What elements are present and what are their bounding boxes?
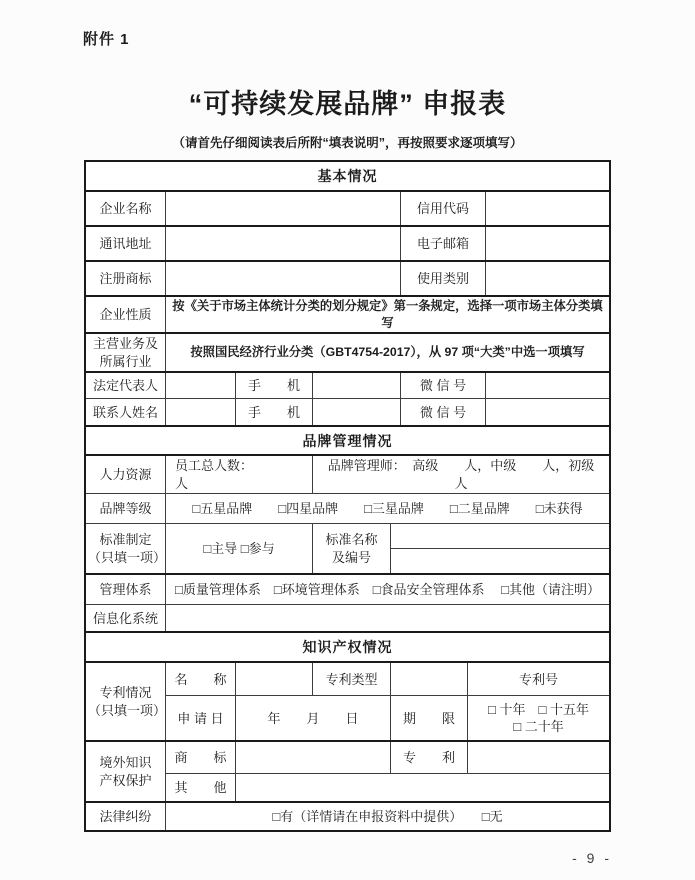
section-header-brand — [86, 425, 609, 454]
category-label: 使用类别 — [401, 262, 486, 295]
overseas-subrow-trademark — [166, 742, 609, 773]
patent-term-line2: □ 二十年 — [513, 719, 564, 735]
form-title: “可持续发展品牌” 申报表 — [188, 89, 507, 119]
it-system-label: 信息化系统 — [86, 605, 166, 631]
email-label: 电子邮箱 — [401, 227, 486, 260]
attachment-label: 附件 1 — [83, 31, 130, 48]
table-row-system — [86, 573, 609, 604]
patent-number-label: 专利号 — [518, 671, 558, 687]
standard-name-fields — [391, 524, 609, 573]
patent-subtable — [166, 663, 609, 740]
application-form-table — [84, 160, 621, 832]
table-row-trademark — [86, 260, 609, 295]
page-number: - 9 - — [572, 850, 612, 867]
hr-total-cell: 员工总人数： 人 — [166, 456, 313, 493]
table-row-address — [86, 225, 609, 260]
table-row-it-system — [86, 604, 609, 631]
table-row-overseas — [86, 740, 609, 801]
overseas-label-line1: 境外知识 — [99, 755, 152, 771]
patent-name-label: 名 称 — [166, 663, 236, 695]
legal-rep-mobile-field — [313, 373, 401, 398]
overseas-patent-field — [468, 742, 609, 773]
section-header-basic — [86, 162, 609, 190]
credit-code-field — [486, 192, 609, 225]
nature-note: 按《关于市场主体统计分类的划分规定》第一条规定，选择一项市场主体分类填写 — [172, 299, 603, 330]
system-options: □质量管理体系 □环境管理体系 □食品安全管理体系 □其他（请注明） — [174, 582, 601, 598]
overseas-other-field — [236, 774, 609, 801]
overseas-other-label: 其 他 — [166, 774, 236, 801]
contact-label: 联系人姓名 — [86, 399, 166, 425]
patent-date-field: 年 月 日 — [236, 696, 391, 740]
address-field — [166, 227, 401, 260]
form-subtitle: （请首先仔细阅读表后所附“填表说明”，再按照要求逐项填写） — [172, 136, 523, 150]
hr-label: 人力资源 — [86, 456, 166, 493]
patent-term-label: 期 限 — [391, 696, 468, 740]
standard-label-line1: 标准制定 — [99, 532, 152, 548]
standard-name-line2: 及编号 — [331, 549, 371, 565]
patent-type-label: 专利类型 — [313, 663, 391, 695]
contact-field — [166, 399, 236, 425]
table-row-hr — [86, 454, 621, 493]
category-field — [486, 262, 609, 295]
contact-wechat-field — [486, 399, 609, 425]
standard-label-line2: （只填一项） — [88, 549, 167, 565]
trademark-label: 注册商标 — [86, 262, 166, 295]
grade-options: □五星品牌 □四星品牌 □三星品牌 □二星品牌 □未获得 — [192, 501, 583, 517]
standard-options: □主导 □参与 — [166, 524, 313, 573]
contact-mobile-label: 手 机 — [236, 399, 313, 425]
patent-label-line2: （只填一项） — [88, 702, 167, 718]
hr-managers-cell: 品牌管理师： 高级 人，中级 人，初级 人 — [327, 458, 621, 491]
table-row-patent — [86, 661, 609, 740]
patent-subrow-name — [166, 663, 609, 695]
patent-term-line1: □ 十年 □ 十五年 — [488, 701, 589, 717]
credit-code-label: 信用代码 — [401, 192, 486, 225]
table-row-contact — [86, 398, 609, 425]
legal-rep-mobile-label: 手 机 — [236, 373, 313, 398]
patent-subrow-date — [166, 695, 609, 740]
business-note: 按照国民经济行业分类（GBT4754-2017），从 97 项“大类”中选一项填写 — [190, 345, 585, 360]
standard-name-field-2 — [391, 548, 609, 573]
patent-term-options — [468, 696, 609, 740]
section-header-ip — [86, 631, 609, 661]
table-row-dispute — [86, 801, 609, 830]
patent-type-field — [391, 663, 468, 695]
business-label-line2: 所属行业 — [99, 353, 152, 369]
nature-label: 企业性质 — [86, 297, 166, 332]
table-row-standard — [86, 523, 609, 573]
patent-label-line1: 专利情况 — [99, 685, 152, 701]
dispute-label: 法律纠纷 — [86, 803, 166, 830]
overseas-subrow-other — [166, 773, 609, 801]
table-row-legal-rep — [86, 371, 609, 398]
table-row-nature — [86, 295, 609, 332]
standard-name-field-1 — [391, 524, 609, 548]
address-label: 通讯地址 — [86, 227, 166, 260]
dispute-options: □有（详情请在申报资料中提供） □无 — [272, 809, 503, 825]
overseas-label — [86, 742, 166, 801]
grade-label: 品牌等级 — [86, 494, 166, 523]
section-title-ip: 知识产权情况 — [302, 639, 393, 656]
patent-label — [86, 663, 166, 740]
overseas-subtable — [166, 742, 609, 801]
it-system-field — [166, 605, 609, 631]
legal-rep-wechat-label: 微 信 号 — [401, 373, 486, 398]
overseas-trademark-label: 商 标 — [166, 742, 236, 773]
standard-name-label — [313, 524, 391, 573]
company-name-field — [166, 192, 401, 225]
patent-apply-label: 申 请 日 — [166, 696, 236, 740]
company-name-label: 企业名称 — [86, 192, 166, 225]
system-label: 管理体系 — [86, 575, 166, 604]
contact-mobile-field — [313, 399, 401, 425]
legal-rep-field — [166, 373, 236, 398]
section-title-brand: 品牌管理情况 — [302, 432, 393, 449]
patent-name-field — [236, 663, 313, 695]
business-label — [86, 334, 166, 371]
table-row-company-name — [86, 190, 609, 225]
table-row-grade — [86, 493, 609, 523]
legal-rep-wechat-field — [486, 373, 609, 398]
standard-label — [86, 524, 166, 573]
overseas-patent-label: 专 利 — [391, 742, 468, 773]
business-label-line1: 主营业务及 — [92, 336, 158, 352]
trademark-field — [166, 262, 401, 295]
email-field — [486, 227, 609, 260]
standard-name-line1: 标准名称 — [325, 532, 378, 548]
contact-wechat-label: 微 信 号 — [401, 399, 486, 425]
overseas-trademark-field — [236, 742, 391, 773]
section-title-basic: 基本情况 — [317, 168, 378, 184]
legal-rep-label: 法定代表人 — [86, 373, 166, 398]
overseas-label-line2: 产权保护 — [99, 772, 152, 788]
table-row-business — [86, 332, 609, 371]
